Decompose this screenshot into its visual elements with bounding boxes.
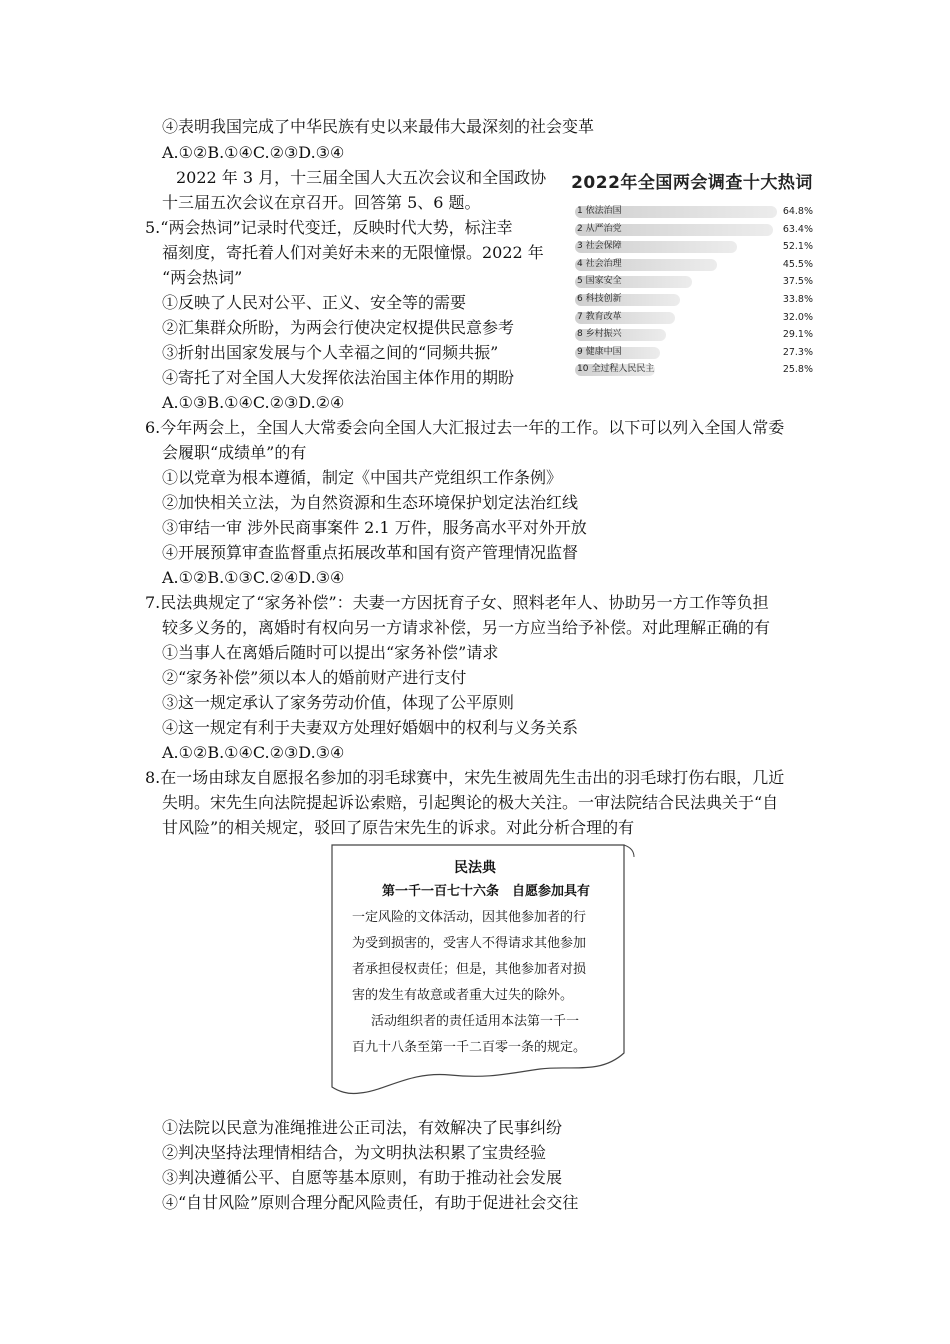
chart-category-label: 3 社会保障 bbox=[577, 241, 622, 252]
statement-1: ①当事人在离婚后随时可以提出“家务补偿”请求 bbox=[162, 643, 499, 662]
doc-line: 者承担侵权责任；但是，其他参加者对损 bbox=[352, 962, 587, 977]
statement-4: ④开展预算审查监督重点拓展改革和国有资产管理情况监督 bbox=[162, 543, 579, 562]
question-6-stem: 6.今年两会上，全国人大常委会向全国人大汇报过去一年的工作。以下可以列入全国人常委 bbox=[145, 418, 785, 437]
chart-row bbox=[567, 273, 817, 291]
chart-category-label: 7 教育改革 bbox=[577, 311, 622, 322]
statement-4: ④寄托了对全国人大发挥依法治国主体作用的期盼 bbox=[162, 368, 515, 387]
doc-title: 民法典 bbox=[454, 860, 496, 876]
text-line: 2022 年 3 月，十三届全国人大五次会议和全国政协 bbox=[176, 168, 547, 187]
answer-options: A.①③B.①④C.②③D.②④ bbox=[162, 393, 345, 412]
answer-options: A.①②B.①③C.②④D.③④ bbox=[162, 568, 345, 587]
doc-line: 一定风险的文体活动，因其他参加者的行 bbox=[352, 910, 587, 925]
chart-category-label: 9 健康中国 bbox=[577, 346, 622, 357]
statement-2: ②“家务补偿”须以本人的婚前财产进行支付 bbox=[162, 668, 467, 687]
statement-1: ①法院以民意为准绳推进公正司法，有效解决了民事纠纷 bbox=[162, 1118, 563, 1137]
statement-4: ④“自甘风险”原则合理分配风险责任，有助于促进社会交往 bbox=[162, 1193, 579, 1212]
chart-value-label: 33.8% bbox=[782, 293, 813, 305]
chart-value-label: 37.5% bbox=[782, 276, 813, 288]
doc-line: 活动组织者的责任适用本法第一千一 bbox=[358, 1014, 580, 1029]
chart-row bbox=[567, 221, 817, 239]
text-line: 福刻度，寄托着人们对美好未来的无限憧憬。2022 年 bbox=[162, 243, 544, 262]
statement-3: ③审结一审 涉外民商事案件 2.1 万件，服务高水平对外开放 bbox=[162, 518, 587, 537]
statement-1: ①反映了人民对公平、正义、安全等的需要 bbox=[162, 293, 467, 312]
doc-line: 百九十八条至第一千二百零一条的规定。 bbox=[352, 1040, 587, 1055]
chart-value-label: 63.4% bbox=[782, 223, 813, 235]
text-line: 失明。宋先生向法院提起诉讼索赔，引起舆论的极大关注。一审法院结合民法典关于“自 bbox=[162, 793, 779, 812]
chart-row bbox=[567, 291, 817, 309]
civil-code-excerpt bbox=[330, 843, 640, 1103]
text-line: “两会热词” bbox=[162, 268, 243, 287]
statement-2: ②加快相关立法，为自然资源和生态环境保护划定法治红线 bbox=[162, 493, 579, 512]
chart-value-label: 29.1% bbox=[782, 329, 813, 341]
chart-title: 2022年全国两会调查十大热词 bbox=[571, 173, 813, 193]
statement-3: ③这一规定承认了家务劳动价值，体现了公平原则 bbox=[162, 693, 515, 712]
chart-value-label: 52.1% bbox=[782, 241, 813, 253]
text-line: 会履职“成绩单”的有 bbox=[162, 443, 307, 462]
hot-words-chart bbox=[567, 168, 817, 388]
chart-category-label: 1 依法治国 bbox=[577, 206, 622, 216]
chart-category-label: 8 乡村振兴 bbox=[577, 329, 622, 340]
statement-3: ③折射出国家发展与个人幸福之间的“同频共振” bbox=[162, 343, 499, 362]
chart-category-label: 4 社会治理 bbox=[577, 258, 622, 269]
answer-options: A.①②B.①④C.②③D.③④ bbox=[162, 143, 345, 162]
chart-category-label: 6 科技创新 bbox=[577, 293, 622, 304]
chart-rows bbox=[567, 203, 817, 379]
text-line: 甘风险”的相关规定，驳回了原告宋先生的诉求。对此分析合理的有 bbox=[162, 818, 635, 837]
doc-line: 为受到损害的，受害人不得请求其他参加 bbox=[352, 936, 587, 951]
statement-4: ④这一规定有利于夫妻双方处理好婚姻中的权利与义务关系 bbox=[162, 718, 579, 737]
chart-row bbox=[567, 238, 817, 256]
statement-2: ②判决坚持法理情相结合，为文明执法积累了宝贵经验 bbox=[162, 1143, 547, 1162]
chart-category-label: 2 从严治党 bbox=[577, 223, 622, 234]
chart-value-label: 32.0% bbox=[782, 311, 813, 323]
chart-value-label: 45.5% bbox=[782, 258, 813, 270]
statement-2: ②汇集群众所盼，为两会行使决定权提供民意参考 bbox=[162, 318, 515, 337]
chart-row bbox=[567, 203, 817, 221]
chart-value-label: 25.8% bbox=[782, 364, 813, 376]
chart-category-label: 5 国家安全 bbox=[577, 276, 622, 287]
text-line: 较多义务的，离婚时有权向另一方请求补偿，另一方应当给予补偿。对此理解正确的有 bbox=[162, 618, 771, 637]
question-7-stem: 7.民法典规定了“家务补偿”：夫妻一方因抚育子女、照料老年人、协助另一方工作等负担 bbox=[145, 593, 769, 612]
chart-row bbox=[567, 326, 817, 344]
chart-row bbox=[567, 309, 817, 327]
chart-row bbox=[567, 256, 817, 274]
doc-line: 第一千一百七十六条 自愿参加具有 bbox=[382, 884, 591, 899]
chart-row bbox=[567, 361, 817, 379]
question-8-stem: 8.在一场由球友自愿报名参加的羽毛球赛中，宋先生被周先生击出的羽毛球打伤右眼，几近 bbox=[145, 768, 785, 787]
chart-value-label: 64.8% bbox=[782, 206, 813, 217]
text-line: 十三届五次会议在京召开。回答第 5、6 题。 bbox=[162, 193, 481, 212]
chart-category-label: 10 全过程人民民主 bbox=[577, 364, 655, 375]
question-5-stem: 5.“两会热词”记录时代变迁，反映时代大势，标注幸 bbox=[145, 218, 513, 237]
doc-line: 害的发生有故意或者重大过失的除外。 bbox=[352, 988, 574, 1003]
text-line: ④表明我国完成了中华民族有史以来最伟大最深刻的社会变革 bbox=[162, 117, 595, 136]
statement-3: ③判决遵循公平、自愿等基本原则，有助于推动社会发展 bbox=[162, 1168, 563, 1187]
answer-options: A.①②B.①④C.②③D.③④ bbox=[162, 743, 345, 762]
chart-value-label: 27.3% bbox=[782, 346, 813, 358]
statement-1: ①以党章为根本遵循，制定《中国共产党组织工作条例》 bbox=[162, 468, 563, 487]
chart-row bbox=[567, 344, 817, 362]
